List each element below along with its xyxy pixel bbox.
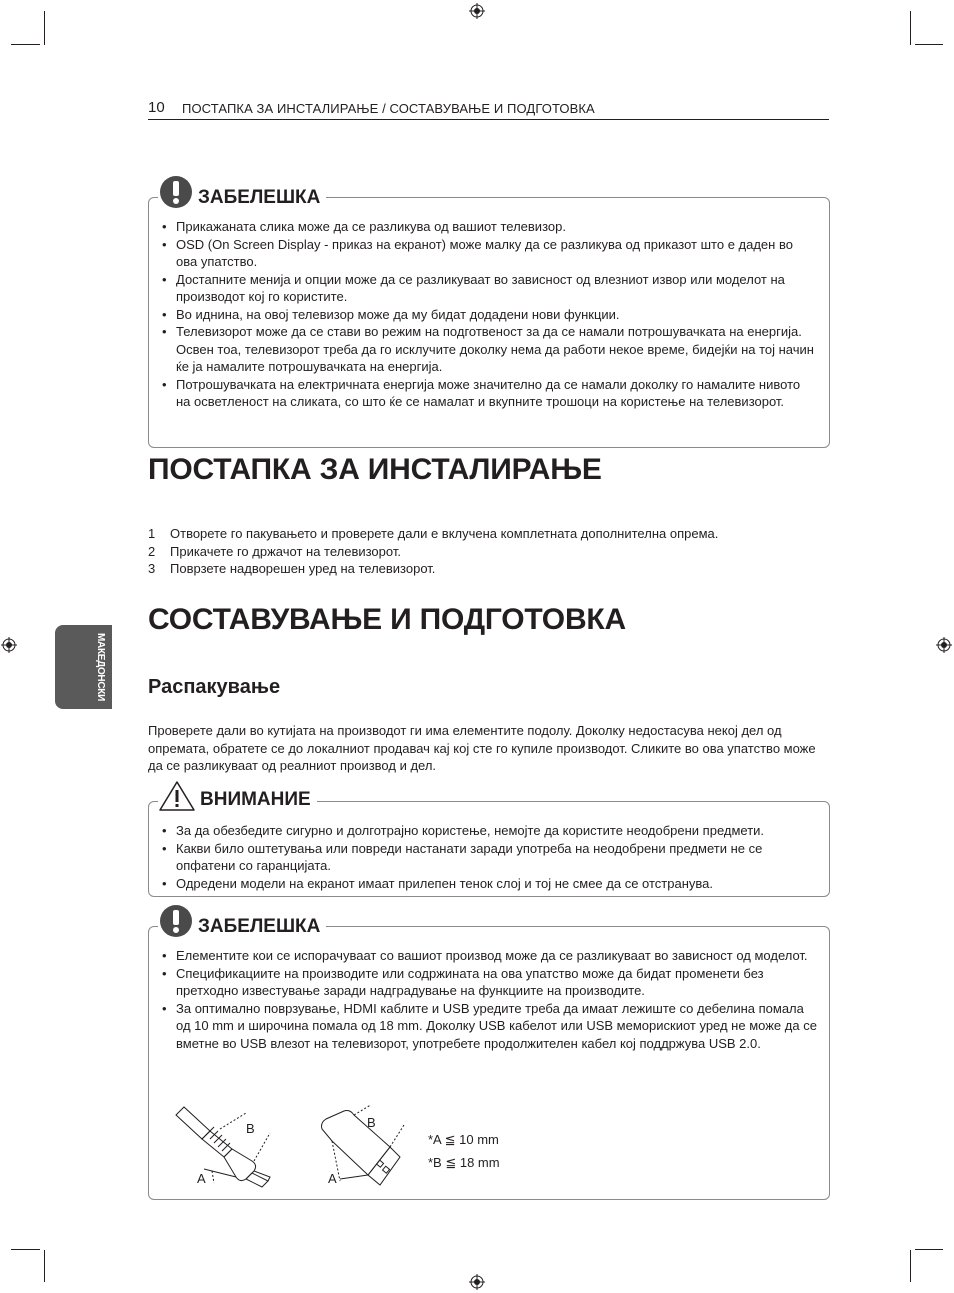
list-item: • Одредени модели на екранот имаат прилепен тенок слој и тој не смее да се отстранува.	[162, 875, 817, 893]
dimension-label-a: A	[197, 1171, 206, 1186]
note-title: ЗАБЕЛЕШКА	[198, 916, 321, 937]
list-item: • За да обезбедите сигурно и долготрајно користење, немојте да користите неодобрени предмети.	[162, 822, 817, 840]
crop-mark	[11, 1249, 40, 1250]
header-rule	[148, 119, 829, 120]
dimension-label-a: A	[328, 1171, 337, 1186]
list-item: • Прикажаната слика може да се разликува од вашиот телевизор.	[162, 218, 817, 236]
step-item: 2 Прикачете го држачот на телевизорот.	[148, 543, 401, 559]
crop-mark	[910, 1250, 911, 1282]
registration-mark-icon	[1, 637, 17, 653]
crop-mark	[910, 11, 911, 45]
crop-mark	[915, 44, 943, 45]
list-item: • Телевизорот може да се стави во режим на подготвеност за да се намали потрошувачката на енергија. Освен тоа, телевизорот треба да го исклучите доколку нема да работи некое време, бидејќи на тој начин ќе ја намалите потрошувачката на енергија.	[162, 323, 817, 376]
note-list	[162, 218, 817, 411]
section-heading-assembly: СОСТАВУВАЊЕ И ПОДГОТОВКА	[148, 603, 626, 636]
caution-box-heading	[158, 778, 317, 812]
exclamation-icon	[158, 903, 194, 939]
crop-mark	[11, 44, 40, 45]
caution-title: ВНИМАНИЕ	[200, 789, 311, 810]
crop-mark	[44, 1250, 45, 1282]
page-number: 10	[148, 99, 165, 116]
note-box-heading	[158, 174, 326, 210]
list-item: • Потрошувачката на електричната енергија може значително да се намали доколку го намалите нивото на осветленост на сликата, со што ќе се намалат и вкупните трошоци на користење на телевизорот.	[162, 376, 817, 411]
list-item: • Елементите кои се испорачуваат со вашиот производ може да се разликуваат во зависност од моделот.	[162, 947, 817, 965]
exclamation-icon	[158, 174, 194, 210]
language-side-tab-label: МАКЕДОНСКИ	[95, 633, 106, 701]
crop-mark	[915, 1249, 943, 1250]
warning-triangle-icon	[158, 780, 196, 812]
list-item: • OSD (On Screen Display - приказ на екранот) може малку да се разликува од приказот што е даден во ова упатство.	[162, 236, 817, 271]
list-item: • За оптимално поврзување, HDMI каблите и USB уредите треба да имаат лежиште со дебелина помала од 10 mm и широчина помала од 18 mm. Доколку USB кабелот или USB меморискиот уред не може да се вметне во USB влезот на телевизорот, употребете продолжителен кабел кој поддржува USB 2.0.	[162, 1000, 817, 1053]
section-heading-install: ПОСТАПКА ЗА ИНСТАЛИРАЊЕ	[148, 453, 602, 486]
step-item: 1 Отворете го пакувањето и проверете дали е вклучена комплетната дополнителна опрема.	[148, 526, 719, 541]
step-item: 3 Поврзете надворешен уред на телевизорот.	[148, 561, 436, 576]
note-list	[162, 947, 817, 1052]
unpacking-paragraph: Проверете дали во кутијата на производот ги има елементите подолу. Доколку недостасува некој дел од опремата, обратете се до локалниот продавач кај кој сте го купиле производот. Сликите во ова упатство може да се разликуваат од реалниот производ и дел.	[148, 723, 816, 773]
dimension-label-b: B	[367, 1115, 376, 1130]
list-item: • Во иднина, на овој телевизор може да му бидат додадени нови функции.	[162, 306, 817, 324]
list-item: • Спецификациите на производите или содржината на ова упатство може да бидат променети без претходно известување заради надградување на функциите на производите.	[162, 965, 817, 1000]
list-item: • Какви било оштетувања или повреди настанати заради употреба на неодобрени предмети не се опфатени со гаранцијата.	[162, 840, 817, 875]
running-header-title: ПОСТАПКА ЗА ИНСТАЛИРАЊЕ / СОСТАВУВАЊЕ И ПОДГОТОВКА	[182, 101, 595, 116]
spec-a-limit: *A ≦ 10 mm	[428, 1132, 499, 1147]
dimension-label-b: B	[246, 1121, 255, 1136]
spec-b-limit: *B ≦ 18 mm	[428, 1155, 500, 1170]
registration-mark-icon	[469, 3, 485, 19]
crop-mark	[44, 11, 45, 45]
subheading-unpacking: Распакување	[148, 676, 281, 698]
note-title: ЗАБЕЛЕШКА	[198, 187, 321, 208]
registration-mark-icon	[936, 637, 952, 653]
hdmi-cable-diagram	[170, 1103, 290, 1188]
registration-mark-icon	[469, 1274, 485, 1290]
caution-list	[162, 822, 817, 892]
list-item: • Достапните менија и опции може да се разликуваат во зависност од влезниот извор или моделот на производот кој го користите.	[162, 271, 817, 306]
install-steps	[148, 525, 828, 578]
note-box-heading	[158, 903, 326, 939]
